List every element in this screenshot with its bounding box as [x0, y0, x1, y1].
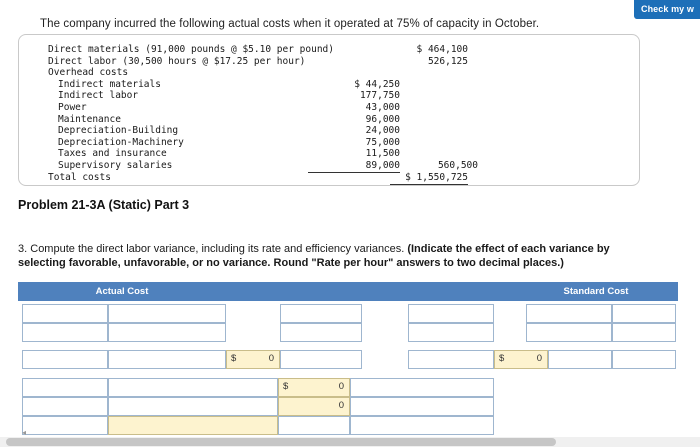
table-row: [48, 148, 518, 160]
cost-col1: 177,750: [359, 90, 400, 102]
variance-cell[interactable]: [108, 397, 278, 416]
table-row: [48, 90, 518, 102]
cost-label: Depreciation-Building: [58, 125, 179, 137]
input-cell[interactable]: [22, 323, 108, 342]
table-row: [48, 172, 518, 184]
variance-amount-1: [278, 378, 350, 397]
standard-cost-total: [494, 350, 548, 369]
cost-col2: 560,500: [437, 159, 478, 171]
input-cell[interactable]: [108, 323, 226, 342]
dollar-sign: $: [499, 353, 505, 364]
question-number: 3.: [18, 243, 28, 255]
cost-label: Total costs: [48, 171, 111, 183]
total-value: 0: [268, 353, 274, 364]
cost-label: Direct materials (91,000 pounds @ $5.10 per pound): [48, 44, 334, 55]
total-cell[interactable]: [280, 350, 362, 369]
intro-text: The company incurred the following actual costs when it operated at 75% of capacity in October.: [40, 18, 540, 30]
cost-col2: $ 1,550,725: [390, 172, 468, 186]
table-row: [48, 160, 518, 172]
input-cell[interactable]: [22, 304, 108, 323]
cost-label: Supervisory salaries: [58, 159, 173, 171]
total-value: 0: [536, 353, 542, 364]
total-cell[interactable]: [22, 350, 108, 369]
check-my-work-button[interactable]: Check my w: [634, 0, 700, 19]
variance-value: 0: [338, 381, 344, 392]
cost-col1: 24,000: [365, 125, 400, 137]
table-row: [48, 114, 518, 126]
answer-table: [18, 282, 678, 434]
input-cell[interactable]: [408, 323, 494, 342]
total-cell[interactable]: [612, 350, 676, 369]
total-cell[interactable]: [548, 350, 612, 369]
input-cell[interactable]: [108, 304, 226, 323]
variance-cell[interactable]: [278, 416, 350, 435]
actual-cost-total: [226, 350, 280, 369]
actual-cost-header: Actual Cost: [18, 282, 226, 301]
table-row: [48, 137, 518, 149]
table-row: [48, 125, 518, 137]
variance-cell[interactable]: [22, 397, 108, 416]
table-row: [48, 102, 518, 114]
cost-col1: 89,000: [308, 160, 400, 173]
standard-cost-header: Standard Cost: [514, 282, 678, 301]
horizontal-scrollbar[interactable]: [0, 437, 700, 447]
total-cell[interactable]: [408, 350, 494, 369]
cost-label: Maintenance: [58, 113, 121, 125]
table-row: [48, 56, 518, 68]
cost-col1: 43,000: [365, 101, 400, 113]
cost-col1: $ 44,250: [354, 78, 400, 90]
variance-value: 0: [338, 400, 344, 411]
cost-report-table: [48, 44, 518, 183]
input-cell[interactable]: [612, 323, 676, 342]
cost-label: Depreciation-Machinery: [58, 136, 184, 148]
input-cell[interactable]: [526, 323, 612, 342]
variance-label-cell[interactable]: [108, 416, 278, 435]
input-cell[interactable]: [280, 323, 362, 342]
variance-cell[interactable]: [22, 378, 108, 397]
scrollbar-thumb[interactable]: [6, 438, 556, 446]
input-cell[interactable]: [408, 304, 494, 323]
page-title: Problem 21-3A (Static) Part 3: [18, 198, 190, 212]
question-instructions: (Indicate the effect of each variance by selecting favorable, unfavorable, or no variance. Round "Rate per hour" answers to two decimal places.): [18, 243, 610, 269]
cost-col1: 75,000: [365, 136, 400, 148]
question-text: [18, 242, 658, 270]
cost-label: Overhead costs: [48, 67, 129, 79]
input-cell[interactable]: [280, 304, 362, 323]
variance-cell[interactable]: [22, 416, 108, 435]
table-row: [48, 44, 518, 56]
cost-label: Indirect materials: [58, 78, 161, 90]
cost-label: Taxes and insurance: [58, 148, 167, 160]
cost-col2: $ 464,100: [416, 44, 468, 55]
cost-col1: 96,000: [365, 113, 400, 125]
dollar-sign: $: [283, 381, 289, 392]
input-cell[interactable]: [526, 304, 612, 323]
table-row: [48, 67, 518, 79]
table-row: [48, 79, 518, 91]
variance-amount-2: [278, 397, 350, 416]
cost-label: Power: [58, 101, 87, 113]
input-cell[interactable]: [612, 304, 676, 323]
cost-label: Direct labor (30,500 hours @ $17.25 per hour): [48, 55, 306, 67]
cost-col1: 11,500: [365, 148, 400, 160]
variance-cell[interactable]: [350, 416, 494, 435]
variance-cell[interactable]: [350, 378, 494, 397]
dollar-sign: $: [231, 353, 237, 364]
variance-cell[interactable]: [108, 378, 278, 397]
cost-col2: 526,125: [427, 55, 468, 67]
variance-cell[interactable]: [350, 397, 494, 416]
cost-label: Indirect labor: [58, 90, 139, 102]
corner-marker: ◂: [22, 428, 27, 437]
question-body: Compute the direct labor variance, including its rate and efficiency variances.: [30, 243, 405, 255]
total-cell[interactable]: [108, 350, 226, 369]
middle-header: [226, 282, 514, 301]
